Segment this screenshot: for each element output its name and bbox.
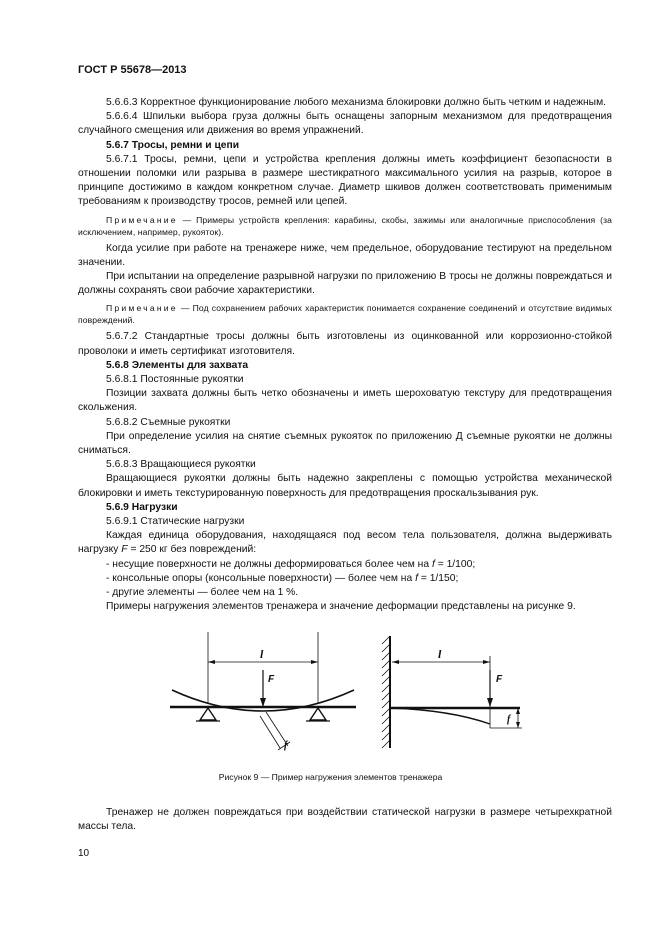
heading-5-6-8-2: 5.6.8.2 Съемные рукоятки (106, 416, 231, 428)
heading-5-6-9-1: 5.6.9.1 Статические нагрузки (106, 516, 245, 528)
cantilever-beam (382, 636, 522, 748)
figure-caption: Рисунок 9 — Пример нагружения элементов тренажера (218, 772, 443, 782)
support-right (310, 708, 326, 720)
label-deflection-left: f (284, 740, 288, 751)
list-item-load-surfaces: - несущие поверхности не должны деформироваться более чем на f = 1/100; (106, 558, 476, 570)
label-l-left: l (260, 647, 264, 661)
body-text-lower (78, 806, 612, 834)
clause-5-6-6-4: 5.6.6.4 Шпильки выбора груза должны быть оснащены запорным механизмом для предотвращения случайного смещения или движения во время упражнений. (78, 111, 612, 137)
label-f-force-right: F (496, 674, 503, 685)
support-left (200, 708, 216, 720)
note-2: Примечание — Под сохранением рабочих характеристик понимается сохранение соединений и отсутствие видимых повреждений. (78, 303, 612, 326)
document-header: ГОСТ Р 55678—2013 (78, 64, 187, 76)
heading-5-6-8: 5.6.8 Элементы для захвата (106, 359, 249, 371)
paragraph-break-test: При испытании на определение разрывной нагрузки по приложению В тросы не должны повреждаться и должны сохранять свои рабочие характеристики. (78, 271, 612, 297)
clause-5-6-6-3: 5.6.6.3 Корректное функционирование любого механизма блокировки должно быть четким и надежным. (106, 97, 607, 108)
paragraph-fixed-handles: Позиции захвата должны быть четко обозначены и иметь шероховатую текстуру для предотвращения скольжения. (78, 388, 612, 414)
label-deflection-right: f (507, 714, 511, 725)
heading-5-6-7: 5.6.7 Тросы, ремни и цепи (106, 139, 240, 151)
page-number: 10 (78, 848, 90, 859)
list-item-other: - другие элементы — более чем на 1 %. (106, 587, 299, 599)
list-item-cantilever: - консольные опоры (консольные поверхности) — более чем на f = 1/150; (106, 572, 459, 584)
label-l-right: l (438, 647, 442, 661)
heading-5-6-8-1: 5.6.8.1 Постоянные рукоятки (106, 374, 244, 386)
paragraph-figure-ref: Примеры нагружения элементов тренажера и значение деформации представлены на рисунке 9. (106, 601, 576, 613)
figure-9-diagram (160, 632, 530, 762)
note-label: Примечание (106, 303, 178, 314)
note-1: Примечание — Примеры устройств крепления: карабины, скобы, зажимы или аналогичные приспособления (за исключением, например, рукояток). (78, 214, 612, 237)
note-label: Примечание (106, 214, 178, 225)
body-text-upper (78, 96, 612, 615)
clause-5-6-7-1: 5.6.7.1 Тросы, ремни, цепи и устройства крепления должны иметь коэффициент безопасности в отношении поломки или разрыва в размере шестикратного максимального усилия на разрыв, которое в принципе достижимо в каждом конкретном случае. Диаметр шкивов должен соответствовать применимым требованиям к производству тросов, ремней или цепей. (78, 153, 612, 208)
paragraph-quadruple-load: Тренажер не должен повреждаться при воздействии статической нагрузки в размере четырехкратной массы тела. (78, 807, 612, 833)
heading-5-6-8-3: 5.6.8.3 Вращающиеся рукоятки (106, 459, 256, 471)
paragraph-rotating-handles: Вращающиеся рукоятки должны быть надежно закреплены с помощью устройства механической блокировки и иметь текстурированную поверхность для предотвращения проскальзывания рук. (78, 473, 612, 499)
heading-5-6-9: 5.6.9 Нагрузки (106, 501, 178, 513)
paragraph-limit-test: Когда усилие при работе на тренажере ниже, чем предельное, оборудование тестируют на предельном значении. (78, 242, 612, 268)
paragraph-removable-handles: При определение усилия на снятие съемных рукояток по приложению Д съемные рукоятки не должны сниматься. (78, 430, 612, 457)
paragraph-static-load: Каждая единица оборудования, находящаяся под весом тела пользователя, должна выдерживать нагрузку F = 250 кг без повреждений: (78, 530, 612, 556)
clause-5-6-7-2: 5.6.7.2 Стандартные тросы должны быть изготовлены из оцинкованной или коррозионно-стойкой проволоки и иметь сертификат изготовителя. (78, 331, 612, 357)
label-f-force-left: F (268, 674, 275, 685)
